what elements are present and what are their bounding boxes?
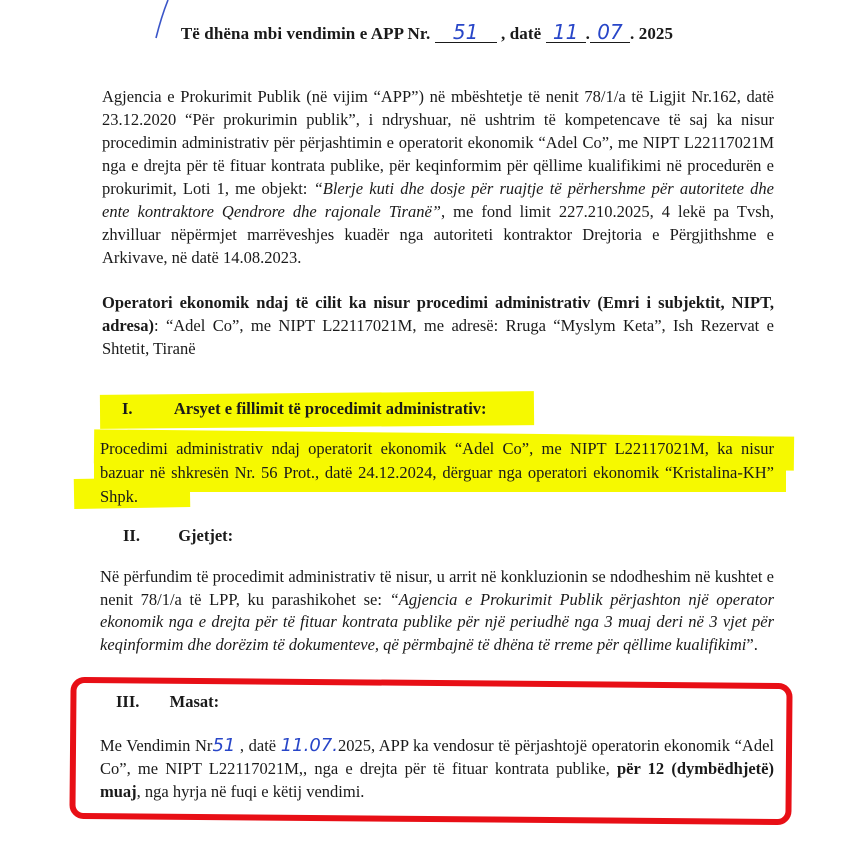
law-quote: “Agjencia e Prokurimit Publik përjashton një operator ekonomik nga e drejta për të fituar kontrata publike për një periudhë nga 3 muaj deri në 3 vjet për keqinformim dhe dorëzim të dokumenteve, që përmbajnë të dhëna të rreme për qëllime kualifikimi bbox=[100, 589, 774, 654]
section2-number: II. bbox=[123, 526, 140, 545]
operator-text: : “Adel Co”, me NIPT L22117021M, me adresë: Rruga “Myslym Keta”, Ish Rezervat e Shtetit, Tiranë bbox=[102, 316, 774, 358]
decision-month-field bbox=[590, 20, 630, 44]
section3-title: Masat: bbox=[169, 692, 220, 711]
decision-year: . 2025 bbox=[630, 24, 674, 43]
operator-paragraph bbox=[102, 291, 774, 360]
section3-text-4: , nga hyrja në fuqi e këtij vendimi. bbox=[136, 782, 365, 801]
section3-text bbox=[100, 734, 774, 803]
section2-text-1: Në përfundim të procedimit administrativ të nisur, u arrit në konkluzionin se ndodheshim në kushtet e nenit 78/1/a të LPP, ku parashikohet se: bbox=[100, 567, 774, 609]
header-date-word: , datë bbox=[501, 24, 542, 43]
intro-paragraph bbox=[102, 85, 774, 269]
section2-title: Gjetjet: bbox=[178, 526, 234, 545]
document-header: Të dhëna mbi vendimin e APP Nr. 51 , datë 11 . 07 . 2025 bbox=[180, 20, 674, 44]
section3-heading bbox=[116, 692, 219, 712]
decision-day-field bbox=[546, 20, 586, 44]
section3-handwritten-date: 11.07. bbox=[280, 735, 338, 756]
section1-text: Procedimi administrativ ndaj operatorit ekonomik “Adel Co”, me NIPT L22117021M, ka nisur bazuar në shkresën Nr. 56 Prot., datë 24.12.2024, dërguar nga operatori ekonomik “Kristalina-KH” Shpk. bbox=[100, 439, 774, 506]
header-prefix: Të dhëna mbi vendimin e APP Nr. bbox=[180, 24, 431, 43]
operator-label: Operatori ekonomik ndaj të cilit ka nisur procedimi administrativ (Emri i subjektit, NIPT, adresa) bbox=[102, 293, 774, 335]
intro-text-2: , me fond limit 227.210.2025, 4 lekë pa Tvsh, zhvilluar nëpërmjet marrëveshjes kuadër nga autoriteti kontraktor Drejtoria e Përgjithshme e Arkivave, në datë 14.08.2023. bbox=[102, 202, 774, 267]
section1-number: I. bbox=[122, 399, 133, 418]
section1-heading bbox=[122, 399, 487, 419]
section3-text-3: 2025, APP ka vendosur të përjashtojë operatorin ekonomik “Adel Co”, me NIPT L22117021M,, nga e drejta për të fituar kontrata publike, bbox=[100, 736, 774, 778]
section3-handwritten-nr: 51 bbox=[212, 735, 236, 756]
decision-number: 51 bbox=[452, 20, 479, 44]
section3-text-1: Me Vendimin Nr bbox=[100, 736, 213, 755]
section3-number: III. bbox=[116, 692, 140, 711]
decision-number-field bbox=[435, 20, 497, 44]
procurement-object: “Blerje kuti dhe dosje për ruajtje të përhershme për autoritete dhe ente kontraktore Qendrore dhe rajonale Tiranë” bbox=[102, 179, 774, 221]
section1-title: Arsyet e fillimit të procedimit administrativ: bbox=[173, 399, 487, 418]
decision-day: 11 bbox=[552, 20, 579, 44]
section3-text-2: , datë bbox=[235, 736, 281, 755]
intro-text-1: Agjencia e Prokurimit Publik (në vijim “APP”) në mbështetje të nenit 78/1/a të Ligjit Nr.162, datë 23.12.2020 “Për prokurimin publik”, i ndryshuar, në ushtrim të kompetencave të saj ka nisur procedimin administrativ për përjashtimin e operatorit ekonomik “Adel Co”, me NIPT L22117021M nga e drejta për të fituar kontrata publike, për keqinformim për qëllime kualifikimi në procedurën e prokurimit, Loti 1, me objekt: bbox=[102, 87, 774, 198]
section2-text bbox=[100, 566, 774, 656]
section2-heading bbox=[123, 526, 233, 546]
decision-month: 07 bbox=[597, 20, 623, 44]
section2-text-2: ”. bbox=[746, 634, 758, 654]
exclusion-period: për 12 (dymbëdhjetë) muaj bbox=[100, 759, 774, 801]
